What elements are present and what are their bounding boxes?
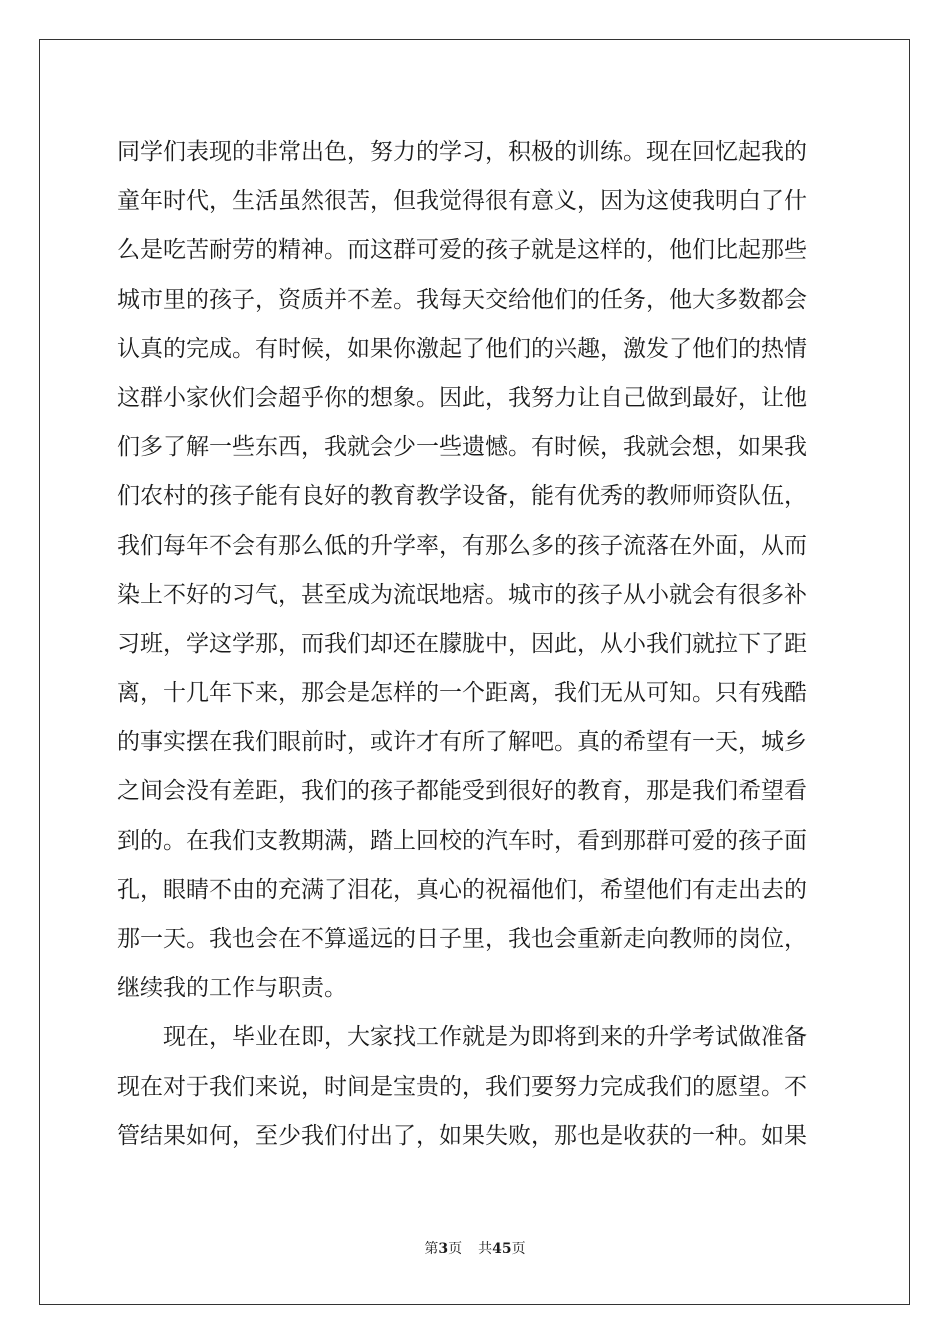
text-line: 那一天。我也会在不算遥远的日子里，我也会重新走向教师的岗位， <box>117 926 807 952</box>
text-line: 现在对于我们来说，时间是宝贵的，我们要努力完成我们的愿望。不 <box>117 1073 807 1100</box>
text-line: 认真的完成。有时候，如果你激起了他们的兴趣，激发了他们的热情 <box>117 335 807 362</box>
footer-total-pages: 45 <box>492 1241 512 1257</box>
text-line: 的事实摆在我们眼前时，或许才有所了解吧。真的希望有一天，城乡 <box>117 729 807 756</box>
text-line: 同学们表现的非常出色，努力的学习，积极的训练。现在回忆起我的 <box>117 139 807 165</box>
text-line: 离，十几年下来，那会是怎样的一个距离，我们无从可知。只有残酷 <box>117 680 807 707</box>
text-line: 我们每年不会有那么低的升学率，有那么多的孩子流落在外面，从而 <box>117 532 807 559</box>
text-line: 管结果如何，至少我们付出了，如果失败，那也是收获的一种。如果 <box>117 1122 807 1149</box>
footer-page-prefix: 第 <box>424 1241 439 1257</box>
text-line: 们农村的孩子能有良好的教育教学设备，能有优秀的教师师资队伍， <box>117 483 807 510</box>
text-line: 孔，眼睛不由的充满了泪花，真心的祝福他们，希望他们有走出去的 <box>117 876 807 903</box>
text-line: 童年时代，生活虽然很苦，但我觉得很有意义，因为这使我明白了什 <box>117 188 807 215</box>
footer-total-suffix: 页 <box>511 1241 526 1257</box>
text-line: 这群小家伙们会超乎你的想象。因此，我努力让自己做到最好，让他 <box>117 384 807 411</box>
text-line: 城市里的孩子，资质并不差。我每天交给他们的任务，他大多数都会 <box>117 286 807 313</box>
footer-page-suffix: 页 <box>448 1241 463 1257</box>
text-line: 之间会没有差距，我们的孩子都能受到很好的教育，那是我们希望看 <box>117 778 807 805</box>
page-footer <box>0 1238 950 1258</box>
text-line: 么是吃苦耐劳的精神。而这群可爱的孩子就是这样的，他们比起那些 <box>117 237 807 264</box>
text-line: 现在，毕业在即，大家找工作就是为即将到来的升学考试做准备 <box>163 1024 807 1051</box>
text-line: 到的。在我们支教期满，踏上回校的汽车时，看到那群可爱的孩子面 <box>117 827 807 854</box>
text-line: 习班，学这学那，而我们却还在朦胧中，因此，从小我们就拉下了距 <box>117 630 807 657</box>
document-body <box>117 128 833 1161</box>
footer-page-number: 3 <box>438 1241 449 1257</box>
text-line: 染上不好的习气，甚至成为流氓地痞。城市的孩子从小就会有很多补 <box>117 581 807 608</box>
text-line: 们多了解一些东西，我就会少一些遗憾。有时候，我就会想，如果我 <box>117 434 807 461</box>
text-line: 继续我的工作与职责。 <box>117 975 347 1002</box>
footer-total-prefix: 共 <box>478 1241 493 1257</box>
